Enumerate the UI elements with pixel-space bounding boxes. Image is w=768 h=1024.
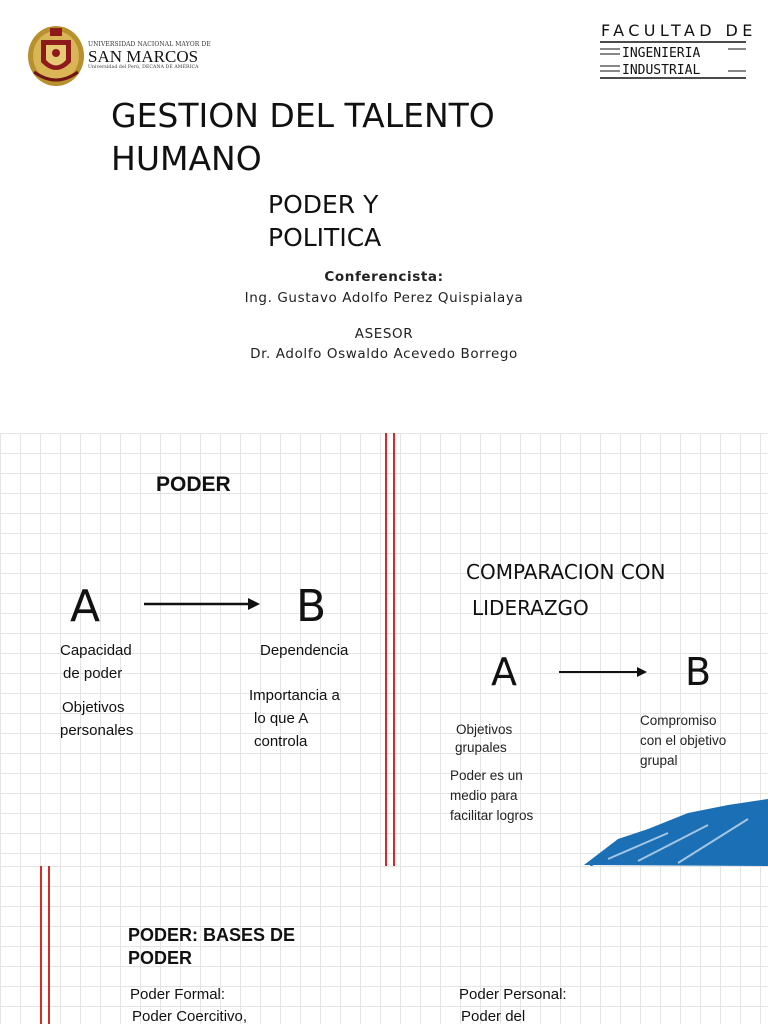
divider-line-right (393, 433, 395, 866)
subtitle-line1: PODER Y (268, 190, 379, 219)
leader-letter-a: A (491, 650, 517, 694)
a-objectives-text: Objetivos personales (60, 699, 134, 739)
advisor-label: ASESOR (354, 326, 414, 342)
leader-letter-b: B (685, 650, 712, 694)
divider-line-right (48, 866, 50, 1024)
university-name: SAN MARCOS (88, 47, 199, 66)
faculty-logo (600, 40, 746, 80)
b-dependency-text: Dependencia (260, 642, 349, 659)
university-small-bottom: Universidad del Perú, DECANA DE AMÉRICA (88, 65, 199, 70)
formal-power-text: Poder Formal: Poder Coercitivo, (130, 986, 248, 1024)
speaker-label: Conferencista: (324, 269, 444, 285)
university-wordmark (88, 41, 211, 70)
speaker-name: Ing. Gustavo Adolfo Perez Quispialaya (244, 290, 524, 306)
power-slide (0, 433, 768, 866)
presentation-title (111, 94, 551, 180)
divider-line-left (40, 866, 42, 1024)
advisor-name: Dr. Adolfo Oswaldo Acevedo Borrego (250, 346, 518, 362)
university-small-top: UNIVERSIDAD NACIONAL MAYOR DE (88, 41, 211, 48)
divider-line-left (385, 433, 387, 866)
personal-power-text: Poder Personal: Poder del (459, 986, 567, 1024)
power-bases-heading: PODER: BASES DE PODER (128, 925, 296, 968)
b-importance-text: Importancia a lo que A controla (249, 687, 340, 750)
university-seal-icon (26, 22, 86, 88)
letter-a: A (70, 581, 101, 632)
arrow-icon (557, 663, 649, 681)
title-line1: GESTION DEL TALENTO (111, 96, 495, 135)
arrow-icon (142, 594, 262, 614)
comparison-heading: COMPARACION CON LIDERAZGO (466, 560, 666, 620)
letter-b: B (296, 581, 327, 632)
brush-stroke-decoration (578, 799, 768, 866)
power-bases-slide (0, 866, 768, 1024)
group-objectives-text: Objetivos grupales (455, 722, 513, 755)
a-capacity-text: Capacidad de poder (60, 642, 132, 682)
power-heading: PODER (156, 473, 231, 496)
subtitle-line2: POLITICA (268, 223, 382, 252)
power-means-text: Poder es un medio para facilitar logros (450, 768, 534, 823)
commitment-text: Compromiso con el objetivo grupal (640, 713, 727, 768)
title-line2: HUMANO (111, 139, 262, 178)
presentation-subtitle (268, 188, 468, 254)
title-slide (0, 0, 768, 420)
faculty-line1: INGENIERIA (622, 46, 701, 61)
faculty-line2: INDUSTRIAL (622, 63, 701, 78)
faculty-label: FACULTAD DE (601, 21, 757, 40)
